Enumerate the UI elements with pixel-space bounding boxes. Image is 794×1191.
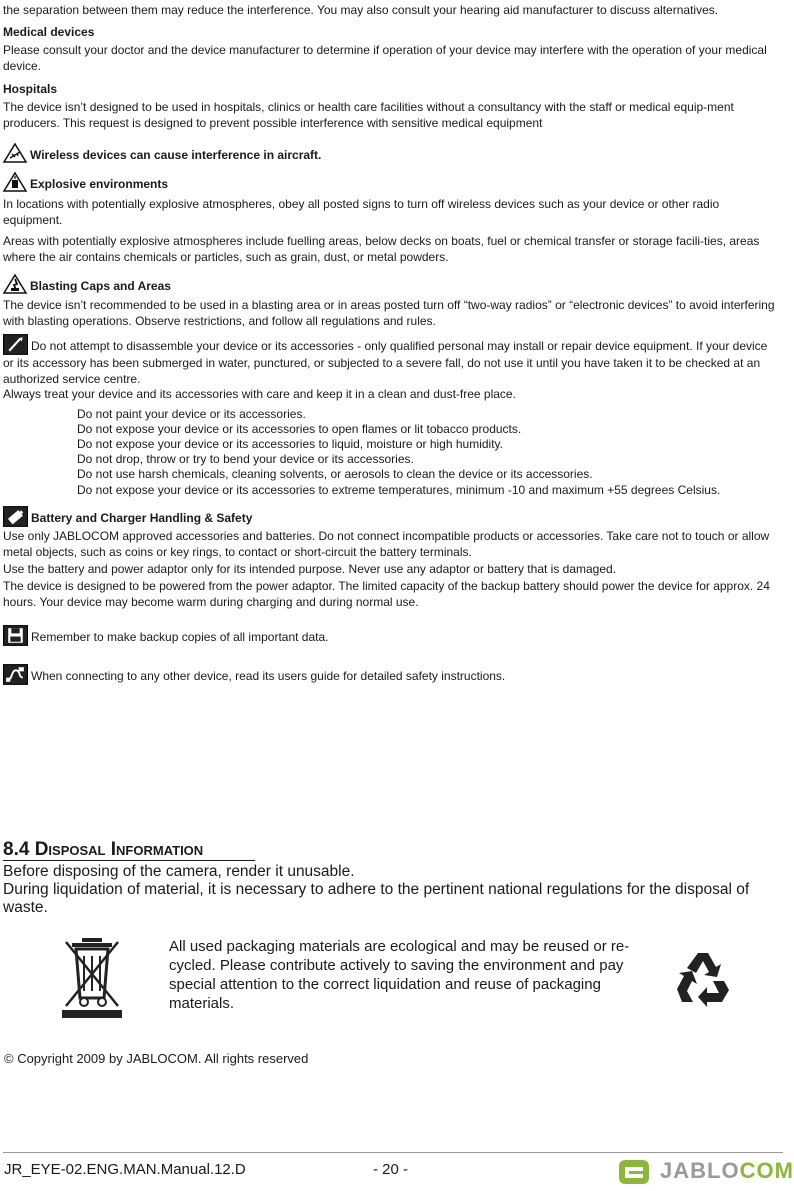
cable-connection-icon	[3, 664, 28, 685]
battery-text-2: Use the battery and power adaptor only for its intended purpose. Never use any adaptor or battery that is damaged.	[3, 562, 617, 576]
connecting-text: When connecting to any other device, read its users guide for detailed safety instructions.	[31, 669, 506, 683]
battery-heading: Battery and Charger Handling & Safety	[31, 511, 253, 525]
footer-doc-id: JR_EYE-02.ENG.MAN.Manual.12.D	[4, 1161, 246, 1178]
recycle-icon	[672, 947, 734, 1009]
medical-devices-text: Please consult your doctor and the device manufacturer to determine if operation of your device may interfere with the operation of your medical device.	[3, 43, 767, 73]
explosive-heading: Explosive environments	[30, 177, 169, 191]
hospitals-text: The device isn’t designed to be used in hospitals, clinics or health care facilities without a consultancy with the staff or medical equip-ment producers. This request is designed to prevent possible interference with sensitive medical equipment	[3, 100, 734, 130]
crossed-bin-icon	[60, 936, 124, 1020]
disposal-section-title: Disposal Information	[34, 839, 204, 860]
backup-row	[3, 625, 780, 646]
care-bullet-6: Do not expose your device or its accessories to extreme temperatures, minimum -10 and maximum +55 degrees Celsius.	[77, 483, 721, 497]
hearing-aid-continuation: the separation between them may reduce the interference. You may also consult your hearing aid manufacturer to discuss alternatives.	[3, 3, 719, 17]
hospitals-heading: Hospitals	[3, 82, 58, 96]
explosive-text-2: Areas with potentially explosive atmospheres include fuelling areas, below decks on boats, fuel or chemical transfer or storage facili-ties, areas where the air contains chemicals or particles, such as grain, dust, or metal powders.	[3, 234, 760, 264]
medical-devices-heading: Medical devices	[3, 25, 95, 39]
battery-heading-row	[3, 506, 780, 527]
floppy-disk-icon	[3, 625, 28, 646]
connecting-row	[3, 664, 780, 685]
repair-paragraph	[3, 334, 780, 387]
blasting-heading: Blasting Caps and Areas	[30, 279, 171, 293]
backup-text: Remember to make backup copies of all important data.	[31, 630, 329, 644]
aircraft-heading: Wireless devices can cause interference in aircraft.	[30, 148, 322, 162]
blasting-text: The device isn’t recommended to be used in a blasting area or in areas posted turn off “two-way radios” or “electronic devices” to avoid interfering with blasting operations. Observe restrictions, and follow all regulations and rules.	[3, 298, 775, 328]
disposal-section-heading	[3, 838, 203, 862]
explosive-section-heading-row	[3, 172, 780, 192]
footer-page-number: - 20 -	[373, 1161, 409, 1178]
packaging-text: All used packaging materials are ecological and may be reused or re-cycled. Please contribute actively to saving the environment and pay special attention to the correct liquidation and reuse of packaging materials.	[169, 938, 630, 1012]
jablocom-logo-text	[660, 1158, 794, 1184]
repair-text: Do not attempt to disassemble your device or its accessories - only qualified personal may install or repair device equipment. If your device or its accessory has been submerged in water, punctured, or subjected to a severe fall, do not use it until you have taken it to be checked at an authorized service centre.	[3, 339, 768, 386]
logo-text-jablo: JABLO	[660, 1158, 740, 1183]
airplane-warning-icon	[3, 143, 27, 163]
heading-underline	[3, 860, 255, 861]
disposal-line-1: Before disposing of the camera, render it unusable.	[3, 863, 355, 880]
disposal-section-number: 8.4	[3, 839, 30, 860]
battery-text-1: Use only JABLOCOM approved accessories and batteries. Do not connect incompatible products or accessories. Take care not to touch or allow metal objects, such as coins or key rings, to contact or short-circuit the battery terminals.	[3, 529, 770, 559]
copyright-notice: © Copyright 2009 by JABLOCOM. All rights reserved	[4, 1051, 309, 1066]
aircraft-section	[3, 143, 780, 163]
screwdriver-icon	[3, 334, 28, 355]
explosion-warning-icon	[3, 172, 27, 192]
jablocom-logo-icon	[617, 1158, 651, 1186]
care-bullet-2: Do not expose your device or its accessories to open flames or lit tobacco products.	[77, 422, 522, 436]
care-bullet-3: Do not expose your device or its accessories to liquid, moisture or high humidity.	[77, 437, 503, 451]
care-bullet-4: Do not drop, throw or try to bend your device or its accessories.	[77, 452, 414, 466]
footer-divider	[3, 1152, 783, 1153]
blasting-heading-row	[3, 274, 780, 294]
blasting-warning-icon	[3, 274, 27, 294]
battery-icon	[3, 506, 28, 527]
logo-text-com: COM	[739, 1158, 794, 1183]
care-bullet-5: Do not use harsh chemicals, cleaning solvents, or aerosols to clean the device or its accessories.	[77, 467, 593, 481]
explosive-text-1: In locations with potentially explosive atmospheres, obey all posted signs to turn off wireless devices such as your device or other radio equipment.	[3, 197, 720, 227]
disposal-line-2: During liquidation of material, it is necessary to adhere to the pertinent national regulations for the disposal of waste.	[3, 881, 750, 916]
care-bullet-1: Do not paint your device or its accessories.	[77, 407, 306, 421]
care-text: Always treat your device and its accessories with care and keep it in a clean and dust-free place.	[3, 387, 516, 401]
battery-text-3: The device is designed to be powered from the power adaptor. The limited capacity of the backup battery should power the device for approx. 24 hours. Your device may become warm during charging and during normal use.	[3, 579, 770, 609]
